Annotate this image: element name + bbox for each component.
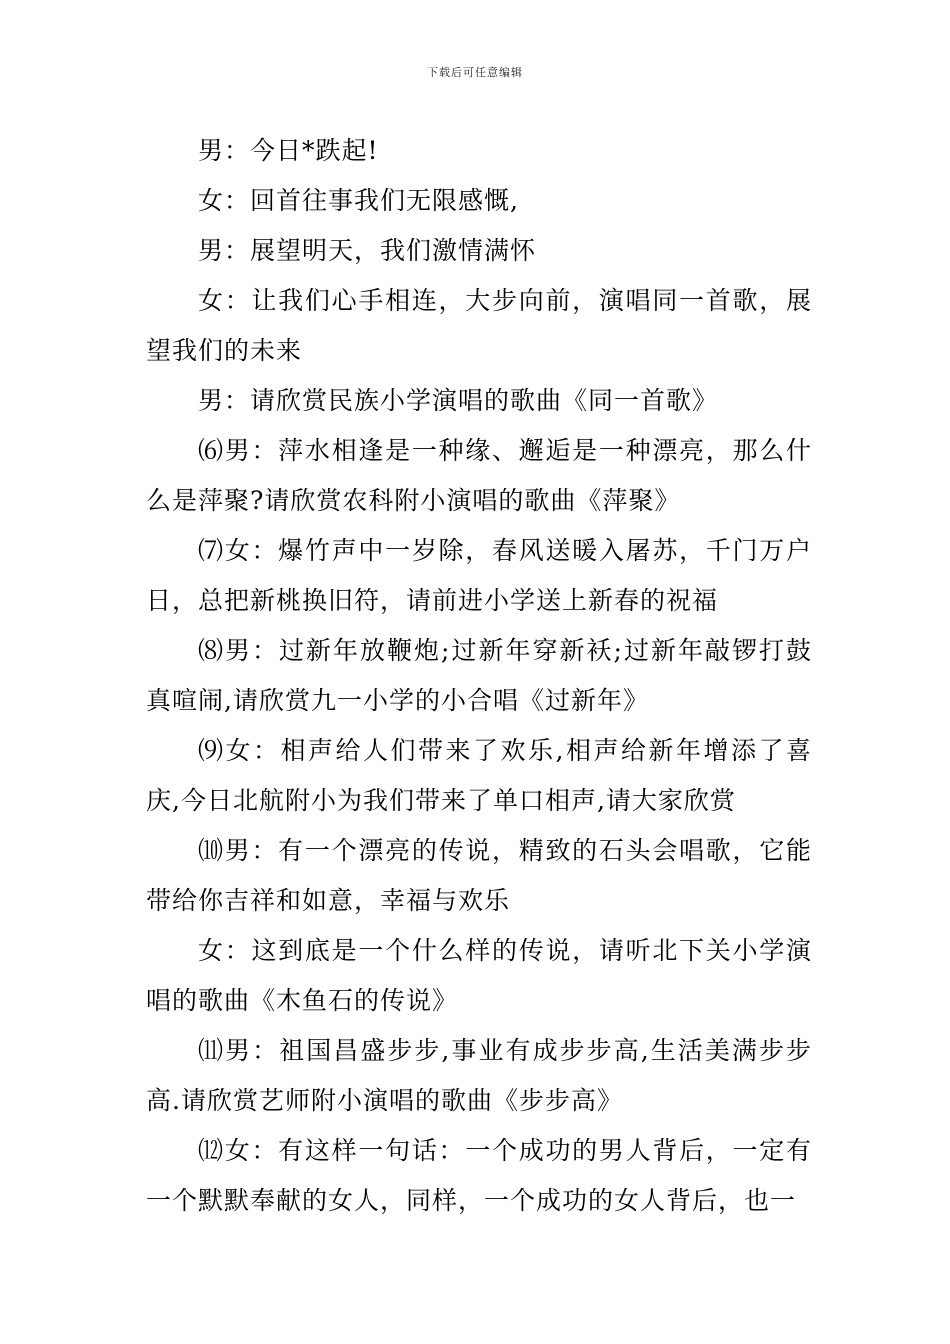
paragraph-9: ⑼女：相声给人们带来了欢乐,相声给新年增添了喜庆,今日北航附小为我们带来了单口相声,请大家欣赏 (146, 736, 812, 815)
paragraph-13: ⑿女：有这样一句话：一个成功的男人背后，一定有一个默默奉献的女人，同样，一个成功的女人背后，也一 (146, 1136, 812, 1215)
paragraph-5: 男：请欣赏民族小学演唱的歌曲《同一首歌》 (198, 386, 719, 415)
paragraph-10: ⑽男：有一个漂亮的传说，精致的石头会唱歌，它能带给你吉祥和如意，幸福与欢乐 (146, 836, 812, 915)
page-header: 下载后可任意编辑 (427, 66, 523, 79)
paragraph-6: ⑹男：萍水相逢是一种缘、邂逅是一种漂亮，那么什么是萍聚?请欣赏农科附小演唱的歌曲《萍聚》 (146, 436, 812, 515)
paragraph-4: 女：让我们心手相连，大步向前，演唱同一首歌，展望我们的未来 (146, 286, 812, 365)
paragraph-3: 男：展望明天，我们激情满怀 (198, 236, 537, 265)
paragraph-8: ⑻男：过新年放鞭炮;过新年穿新袄;过新年敲锣打鼓真喧闹,请欣赏九一小学的小合唱《过新年》 (146, 636, 812, 715)
paragraph-7: ⑺女：爆竹声中一岁除，春风送暖入屠苏，千门万户日，总把新桃换旧符，请前进小学送上新春的祝福 (146, 536, 812, 615)
paragraph-11: 女：这到底是一个什么样的传说，请听北下关小学演唱的歌曲《木鱼石的传说》 (146, 936, 812, 1015)
paragraph-1: 男：今日*跌起! (198, 136, 379, 165)
paragraph-12: ⑾男：祖国昌盛步步,事业有成步步高,生活美满步步高.请欣赏艺师附小演唱的歌曲《步步高》 (146, 1036, 812, 1115)
paragraph-2: 女：回首往事我们无限感慨, (198, 186, 519, 215)
document-body (146, 126, 812, 1226)
